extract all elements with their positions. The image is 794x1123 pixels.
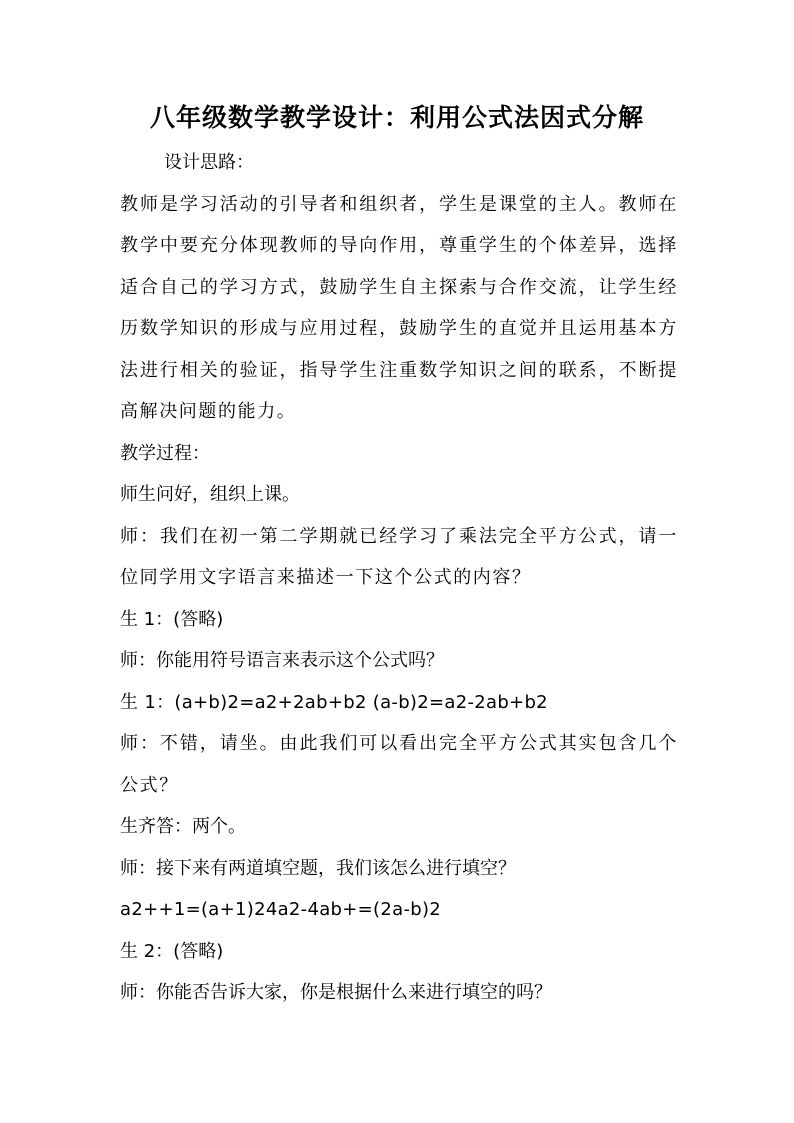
document-title: 八年级数学教学设计：利用公式法因式分解 <box>149 103 644 132</box>
dialogue-line: 师生问好，组织上课。 <box>120 484 300 505</box>
fill-in-blank-formula: a2++1=(a+1)24a2-4ab+=(2a-b)2 <box>120 899 442 920</box>
paragraph-design-idea: 教师是学习活动的引导者和组织者，学生是课堂的主人。教师在教学中要充分体现教师的导向作用，尊重学生的个体差异，选择适合自己的学习方式，鼓励学生自主探索与合作交流，让学生经历数学知识的形成与应用过程，鼓励学生的直觉并且运用基本方法进行相关的验证，指导学生注重数学知识之间的联系，不断提高解决问题的能力。 <box>120 193 678 422</box>
dialogue-line-formula: 生 1：(a+b)2=a2+2ab+b2 (a-b)2=a2-2ab+b2 <box>120 691 548 713</box>
document-body <box>120 142 678 1014</box>
dialogue-line: 师：你能用符号语言来表示这个公式吗？ <box>120 650 444 671</box>
dialogue-line: 师：接下来有两道填空题，我们该怎么进行填空？ <box>120 857 516 879</box>
dialogue-line: 生齐答：两个。 <box>120 816 246 837</box>
dialogue-line: 师：不错，请坐。由此我们可以看出完全平方公式其实包含几个公式？ <box>120 733 678 796</box>
dialogue-line: 师：你能否告诉大家，你是根据什么来进行填空的吗？ <box>120 982 552 1003</box>
dialogue-line: 师：我们在初一第二学期就已经学习了乘法完全平方公式，请一位同学用文字语言来描述一下这个公式的内容？ <box>120 525 678 588</box>
section-heading-teaching-process: 教学过程： <box>120 442 210 464</box>
dialogue-line: 生 1：(答略) <box>120 608 224 630</box>
dialogue-line: 生 2：(答略) <box>120 940 224 962</box>
section-heading-design-idea: 设计思路： <box>164 152 254 173</box>
